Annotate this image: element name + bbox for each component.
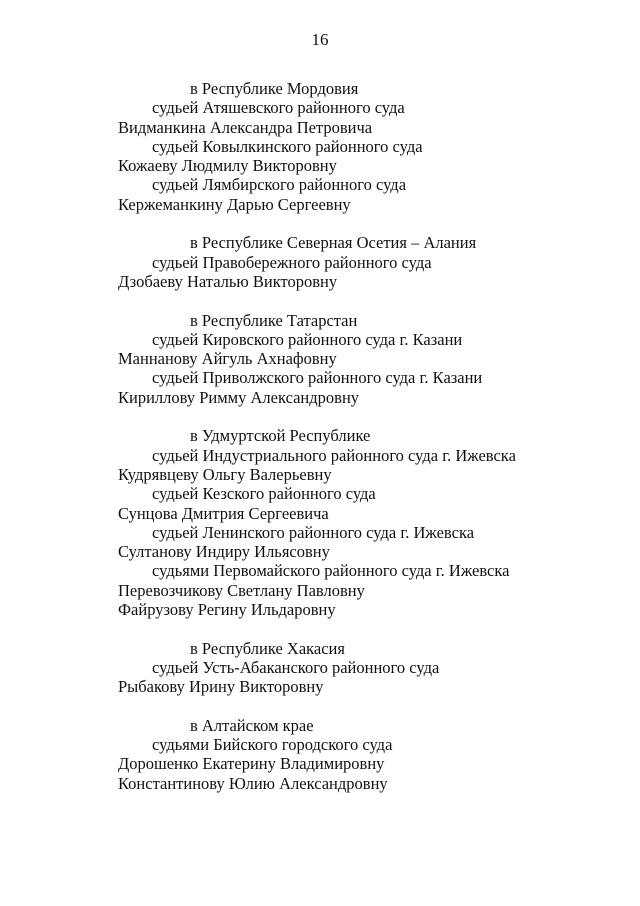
person-name: Кержеманкину Дарью Сергеевну bbox=[118, 194, 351, 214]
court-line: судьей Правобережного районного суда bbox=[152, 252, 432, 272]
person-name: Дзобаеву Наталью Викторовну bbox=[118, 271, 338, 291]
section-altai-krai bbox=[118, 716, 618, 793]
region-heading: в Республике Мордовия bbox=[190, 79, 359, 98]
court-line: судьей Кезского районного суда bbox=[152, 484, 376, 504]
section-gap bbox=[118, 291, 618, 310]
court-line: судьей Приволжского районного суда г. Казани bbox=[152, 368, 483, 388]
person-name: Рыбакову Ирину Викторовну bbox=[118, 677, 324, 697]
region-heading: в Республике Северная Осетия – Алания bbox=[190, 233, 477, 253]
section-udmurtia bbox=[118, 426, 618, 619]
person-name: Султанову Индиру Ильясовну bbox=[118, 542, 330, 562]
court-line: судьей Ленинского районного суда г. Ижевска bbox=[152, 522, 475, 542]
person-name: Видманкина Александра Петровича bbox=[118, 117, 373, 137]
court-line: судьей Кировского районного суда г. Казани bbox=[152, 329, 463, 349]
region-heading: в Удмуртской Республике bbox=[190, 426, 371, 446]
person-name: Кудрявцеву Ольгу Валерьевну bbox=[118, 464, 332, 484]
court-line: судьей Усть-Абаканского районного суда bbox=[152, 657, 440, 677]
court-line: судьями Бийского городского суда bbox=[152, 735, 393, 755]
person-name: Дорошенко Екатерину Владимировну bbox=[118, 754, 385, 774]
region-heading: в Республике Татарстан bbox=[190, 310, 358, 330]
section-gap bbox=[118, 407, 618, 426]
section-mordovia bbox=[118, 79, 618, 214]
court-line: судьей Индустриального районного суда г. Ижевска bbox=[152, 445, 516, 465]
court-line: судьями Первомайского районного суда г. Ижевска bbox=[152, 561, 510, 581]
person-name: Кириллову Римму Александровну bbox=[118, 387, 360, 407]
court-line: судьей Лямбирского районного суда bbox=[152, 175, 407, 195]
person-name: Маннанову Айгуль Ахнафовну bbox=[118, 349, 337, 369]
court-line: судьей Атяшевского районного суда bbox=[152, 98, 405, 118]
court-line: судьей Ковылкинского районного суда bbox=[152, 136, 423, 156]
person-name: Константинову Юлию Александровну bbox=[118, 773, 388, 793]
section-gap bbox=[118, 697, 618, 716]
region-heading: в Республике Хакасия bbox=[190, 638, 345, 658]
section-tatarstan bbox=[118, 311, 618, 407]
page-number: 16 bbox=[311, 30, 329, 49]
section-north-ossetia bbox=[118, 233, 618, 291]
person-name: Кожаеву Людмилу Викторовну bbox=[118, 156, 337, 176]
region-heading: в Алтайском крае bbox=[190, 715, 314, 735]
document-body bbox=[118, 79, 618, 793]
person-name: Перевозчикову Светлану Павловну bbox=[118, 580, 365, 600]
section-khakassia bbox=[118, 639, 618, 697]
section-gap bbox=[118, 214, 618, 233]
person-name: Сунцова Дмитрия Сергеевича bbox=[118, 503, 329, 523]
person-name: Файрузову Регину Ильдаровну bbox=[118, 600, 336, 620]
section-gap bbox=[118, 619, 618, 638]
